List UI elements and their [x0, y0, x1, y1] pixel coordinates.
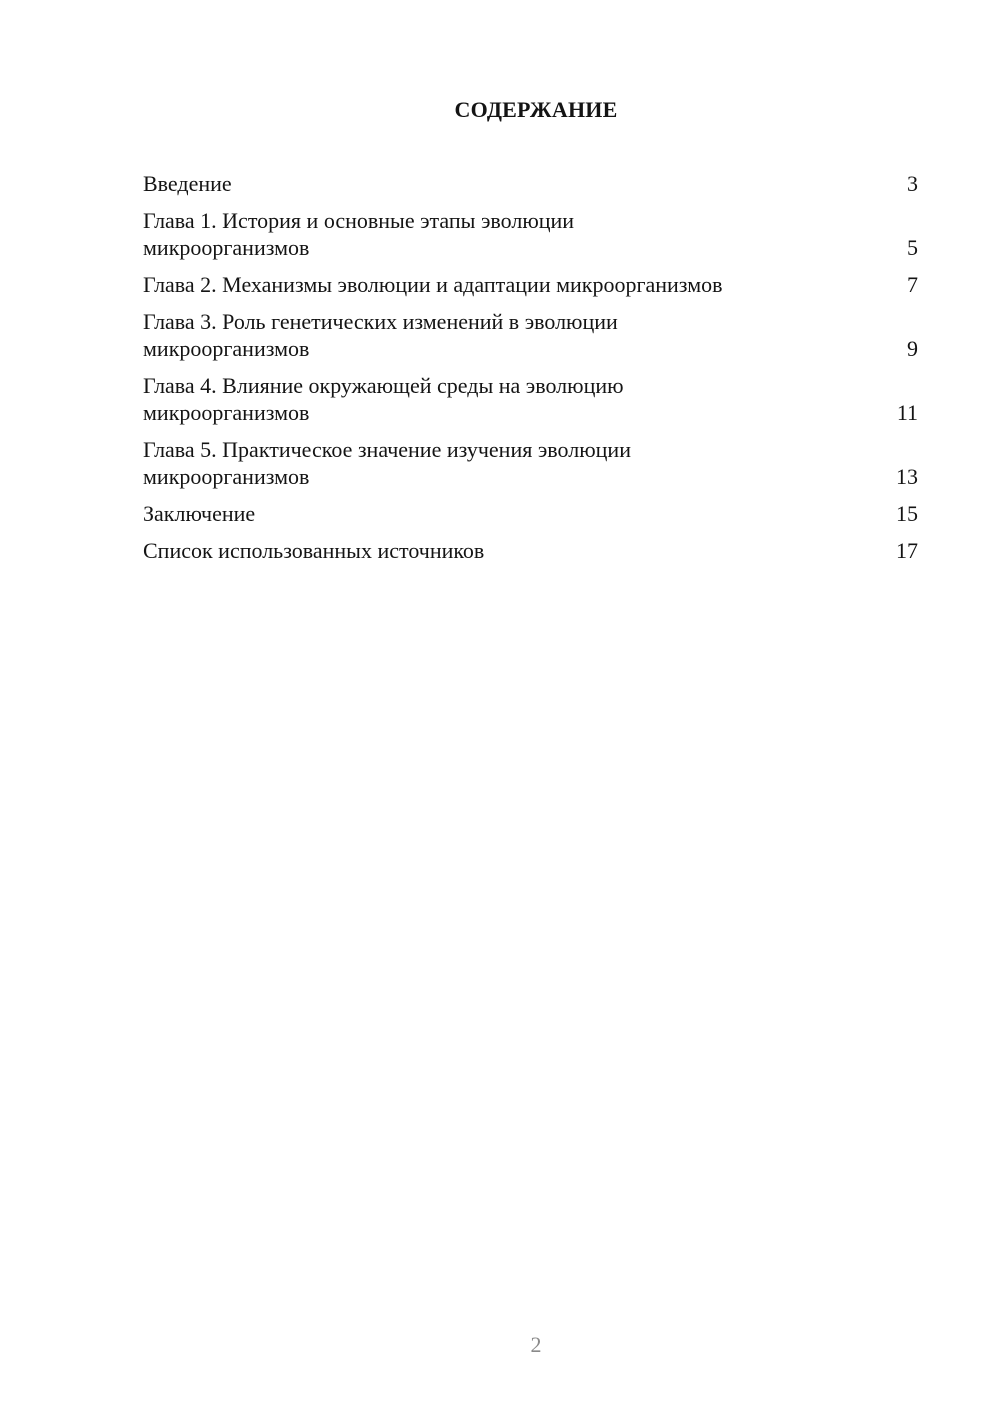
toc-entry-title: Введение: [143, 171, 232, 196]
toc-entry-page: 5: [907, 235, 918, 260]
toc-entry-references[interactable]: [143, 537, 918, 564]
toc-entry-chapter-4[interactable]: [143, 372, 918, 426]
toc-entry-page: 9: [907, 336, 918, 361]
page-title: СОДЕРЖАНИЕ: [454, 97, 618, 122]
toc-entry-chapter-5[interactable]: [143, 436, 918, 490]
toc-entry-page: 13: [896, 464, 918, 489]
toc-entry-chapter-3[interactable]: [143, 308, 918, 362]
toc-entry-page: 11: [896, 400, 918, 425]
toc-entry-title: Глава 4. Влияние окружающей среды на эволюцию микроорганизмов: [143, 373, 624, 425]
toc-entry-title: Глава 2. Механизмы эволюции и адаптации микроорганизмов: [143, 272, 723, 297]
toc-entry-page: 3: [907, 171, 918, 196]
toc-entry-page: 7: [907, 272, 918, 297]
toc-entry-chapter-1[interactable]: [143, 207, 918, 261]
toc-entry-introduction[interactable]: [143, 170, 918, 197]
toc-entry-conclusion[interactable]: [143, 500, 918, 527]
toc-entry-title: Глава 1. История и основные этапы эволюции микроорганизмов: [143, 208, 575, 260]
toc-entry-page: 17: [896, 538, 918, 563]
toc-entry-page: 15: [896, 501, 918, 526]
toc-entry-title: Глава 5. Практическое значение изучения эволюции микроорганизмов: [143, 437, 631, 489]
toc-entry-title: Заключение: [143, 501, 256, 526]
table-of-contents: [143, 170, 918, 574]
toc-entry-title: Список использованных источников: [143, 538, 485, 563]
toc-entry-chapter-2[interactable]: [143, 271, 918, 298]
toc-entry-title: Глава 3. Роль генетических изменений в эволюции микроорганизмов: [143, 309, 618, 361]
page-number: 2: [530, 1332, 542, 1357]
